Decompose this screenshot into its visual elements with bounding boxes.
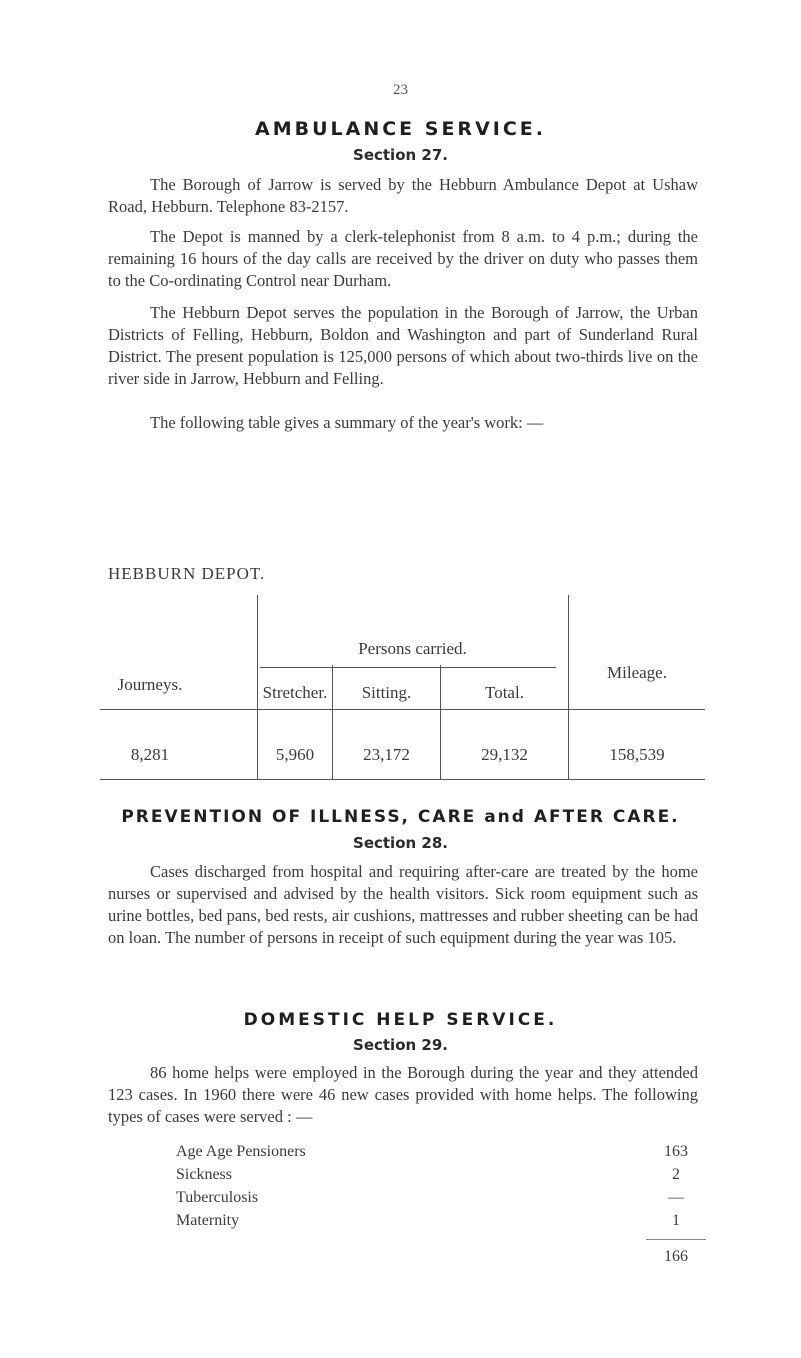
list-item-value: 2 — [672, 1166, 680, 1183]
ambulance-paragraph-4: The following table gives a summary of the year's work: — — [150, 413, 544, 432]
list-item — [176, 1143, 706, 1165]
cell-mileage: 158,539 — [609, 745, 665, 764]
prevention-section-label: Section 28. — [353, 834, 448, 852]
ambulance-section-label: Section 27. — [353, 146, 448, 164]
domestic-section-label: Section 29. — [353, 1036, 448, 1054]
ambulance-paragraph-2: The Depot is manned by a clerk-telephonist from 8 a.m. to 4 p.m.; during the remaining 16 hours of the day calls are received by the driver on duty who passes them to the Co-ordinating Control near Durham. — [108, 227, 698, 290]
ambulance-work-table — [100, 595, 705, 780]
header-journeys: Journeys. — [117, 675, 183, 694]
cell-sitting: 23,172 — [363, 745, 410, 764]
header-stretcher: Stretcher. — [262, 683, 328, 702]
cell-journeys: 8,281 — [130, 745, 170, 764]
list-item — [176, 1189, 706, 1211]
list-item-value: 163 — [664, 1143, 688, 1160]
prevention-heading: PREVENTION OF ILLNESS, CARE and AFTER CARE. — [121, 807, 680, 827]
header-mileage: Mileage. — [607, 663, 667, 682]
ambulance-paragraph-1: The Borough of Jarrow is served by the Hebburn Ambulance Depot at Ushaw Road, Hebburn. Telephone 83-2157. — [108, 175, 698, 216]
domestic-paragraph: 86 home helps were employed in the Borough during the year and they attended 123 cases. In 1960 there were 46 new cases provided with home helps. The following types of cases were served : — — [108, 1063, 698, 1126]
list-total: 166 — [664, 1248, 688, 1265]
domestic-heading: DOMESTIC HELP SERVICE. — [243, 1010, 558, 1030]
list-item — [176, 1212, 706, 1234]
list-item-label: Maternity — [176, 1212, 240, 1229]
list-item-label: Age Age Pensioners — [176, 1143, 306, 1160]
header-total: Total. — [485, 683, 524, 702]
table-subheader-rule — [260, 667, 556, 668]
list-item-label: Tuberculosis — [176, 1189, 259, 1206]
ambulance-heading: AMBULANCE SERVICE. — [255, 118, 546, 140]
prevention-paragraph: Cases discharged from hospital and requiring after-care are treated by the home nurses or supervised and advised by the health visitors. Sick room equipment such as urine bottles, bed pans, bed rests, air cushions, mattresses and rubber sheeting can be had on loan. The number of persons in receipt of such equipment during the year was 105. — [108, 862, 698, 947]
table-bottom-rule — [100, 779, 705, 780]
list-item-label: Sickness — [176, 1166, 232, 1183]
depot-title: HEBBURN DEPOT. — [108, 564, 266, 583]
list-item-value: — — [668, 1189, 684, 1206]
list-item-value: 1 — [672, 1212, 680, 1229]
header-persons-carried: Persons carried. — [358, 639, 467, 658]
table-header-rule — [100, 709, 705, 710]
ambulance-paragraph-3: The Hebburn Depot serves the population in the Borough of Jarrow, the Urban Districts of Felling, Hebburn, Boldon and Washington and part of Sunderland Rural District. The present population is 125,000 persons of which about two-thirds live on the river side in Jarrow, Hebburn and Felling. — [108, 303, 698, 388]
page-number: 23 — [393, 82, 408, 98]
header-sitting: Sitting. — [361, 683, 412, 702]
cell-total: 29,132 — [481, 745, 528, 764]
list-total-rule — [646, 1239, 706, 1240]
cell-stretcher: 5,960 — [275, 745, 315, 764]
list-item — [176, 1166, 706, 1188]
